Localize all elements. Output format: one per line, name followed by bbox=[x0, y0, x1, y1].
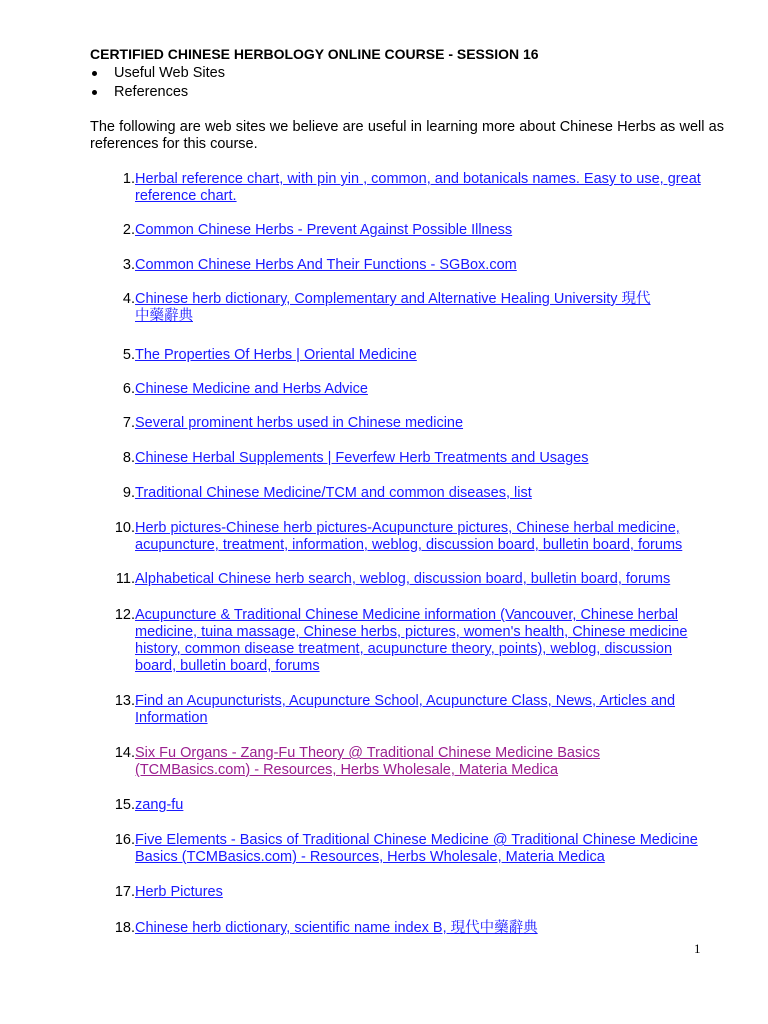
link-common-chinese-herbs[interactable]: Common Chinese Herbs - Prevent Against Possible Illness bbox=[135, 222, 513, 238]
list-number: 7. bbox=[122, 415, 135, 431]
link-chinese-herb-dictionary[interactable]: Chinese herb dictionary, Complementary and Alternative Healing University 現代中藥辭典 bbox=[135, 291, 651, 324]
list-number: 18. bbox=[114, 920, 135, 936]
link-herbal-reference-chart[interactable]: Herbal reference chart, with pin yin , common, and botanicals names. Easy to use, great reference chart. bbox=[135, 171, 701, 204]
link-medicine-herbs-advice[interactable]: Chinese Medicine and Herbs Advice bbox=[135, 381, 368, 397]
link-herbal-supplements[interactable]: Chinese Herbal Supplements | Feverfew Herb Treatments and Usages bbox=[135, 450, 589, 466]
link-herb-pictures[interactable]: Herb Pictures bbox=[135, 884, 223, 900]
list-number: 5. bbox=[122, 347, 135, 363]
list-number: 15. bbox=[114, 797, 135, 813]
link-five-elements[interactable]: Five Elements - Basics of Traditional Chinese Medicine @ Traditional Chinese Medicine Basics (TCMBasics.com) - Resources, Herbs Wholesale, Materia Medica bbox=[135, 832, 698, 865]
bullet-item bbox=[90, 65, 225, 84]
list-number: 3. bbox=[122, 257, 135, 273]
bullet-list bbox=[90, 65, 225, 103]
list-number: 12. bbox=[114, 607, 135, 623]
link-find-acupuncturists[interactable]: Find an Acupuncturists, Acupuncture School, Acupuncture Class, News, Articles and Information bbox=[135, 693, 676, 726]
page-number: 1 bbox=[694, 941, 701, 956]
link-acupuncture-tcm-vancouver[interactable]: Acupuncture & Traditional Chinese Medicine information (Vancouver, Chinese herbal medicine, tuina massage, Chinese herbs, pictures, women's health, Chinese medicine history, common disease treatment, acupuncture theory, points), weblog, discussion board, bulletin board, forums bbox=[135, 607, 688, 674]
link-zang-fu[interactable]: zang-fu bbox=[135, 797, 184, 813]
bullet-item bbox=[90, 84, 225, 103]
list-number: 1. bbox=[122, 171, 135, 187]
list-number: 4. bbox=[122, 291, 135, 307]
bullet-icon bbox=[92, 71, 97, 76]
list-number: 17. bbox=[114, 884, 135, 900]
bullet-icon bbox=[92, 90, 97, 95]
link-properties-of-herbs[interactable]: The Properties Of Herbs | Oriental Medicine bbox=[135, 347, 417, 363]
link-six-fu-organs[interactable]: Six Fu Organs - Zang-Fu Theory @ Traditional Chinese Medicine Basics (TCMBasics.com) - Resources, Herbs Wholesale, Materia Medica bbox=[135, 745, 600, 778]
bullet-label: Useful Web Sites bbox=[114, 65, 225, 81]
list-number: 13. bbox=[114, 693, 135, 709]
list-number: 9. bbox=[122, 485, 135, 501]
list-number: 2. bbox=[122, 222, 135, 238]
link-prominent-herbs[interactable]: Several prominent herbs used in Chinese medicine bbox=[135, 415, 464, 431]
link-alphabetical-herb-search[interactable]: Alphabetical Chinese herb search, weblog, discussion board, bulletin board, forums bbox=[135, 571, 671, 587]
list-number: 8. bbox=[122, 450, 135, 466]
list-number: 16. bbox=[114, 832, 135, 848]
list-number: 14. bbox=[114, 745, 135, 761]
page-title: CERTIFIED CHINESE HERBOLOGY ONLINE COURSE - SESSION 16 bbox=[90, 46, 539, 62]
link-tcm-common-diseases[interactable]: Traditional Chinese Medicine/TCM and common diseases, list bbox=[135, 485, 532, 501]
list-number: 10. bbox=[114, 520, 135, 536]
link-herb-pictures-forums[interactable]: Herb pictures-Chinese herb pictures-Acupuncture pictures, Chinese herbal medicine, acupuncture, treatment, information, weblog, discussion board, bulletin board, forums bbox=[135, 520, 683, 553]
link-sgbox[interactable]: Common Chinese Herbs And Their Functions - SGBox.com bbox=[135, 257, 517, 273]
intro-paragraph: The following are web sites we believe are useful in learning more about Chinese Herbs as well as references for this course. bbox=[90, 119, 724, 152]
link-herb-dictionary-index-b[interactable]: Chinese herb dictionary, scientific name index B, 現代中藥辭典 bbox=[135, 920, 538, 936]
list-number: 6. bbox=[122, 381, 135, 397]
bullet-label: References bbox=[114, 84, 189, 100]
list-number: 11. bbox=[115, 571, 135, 587]
